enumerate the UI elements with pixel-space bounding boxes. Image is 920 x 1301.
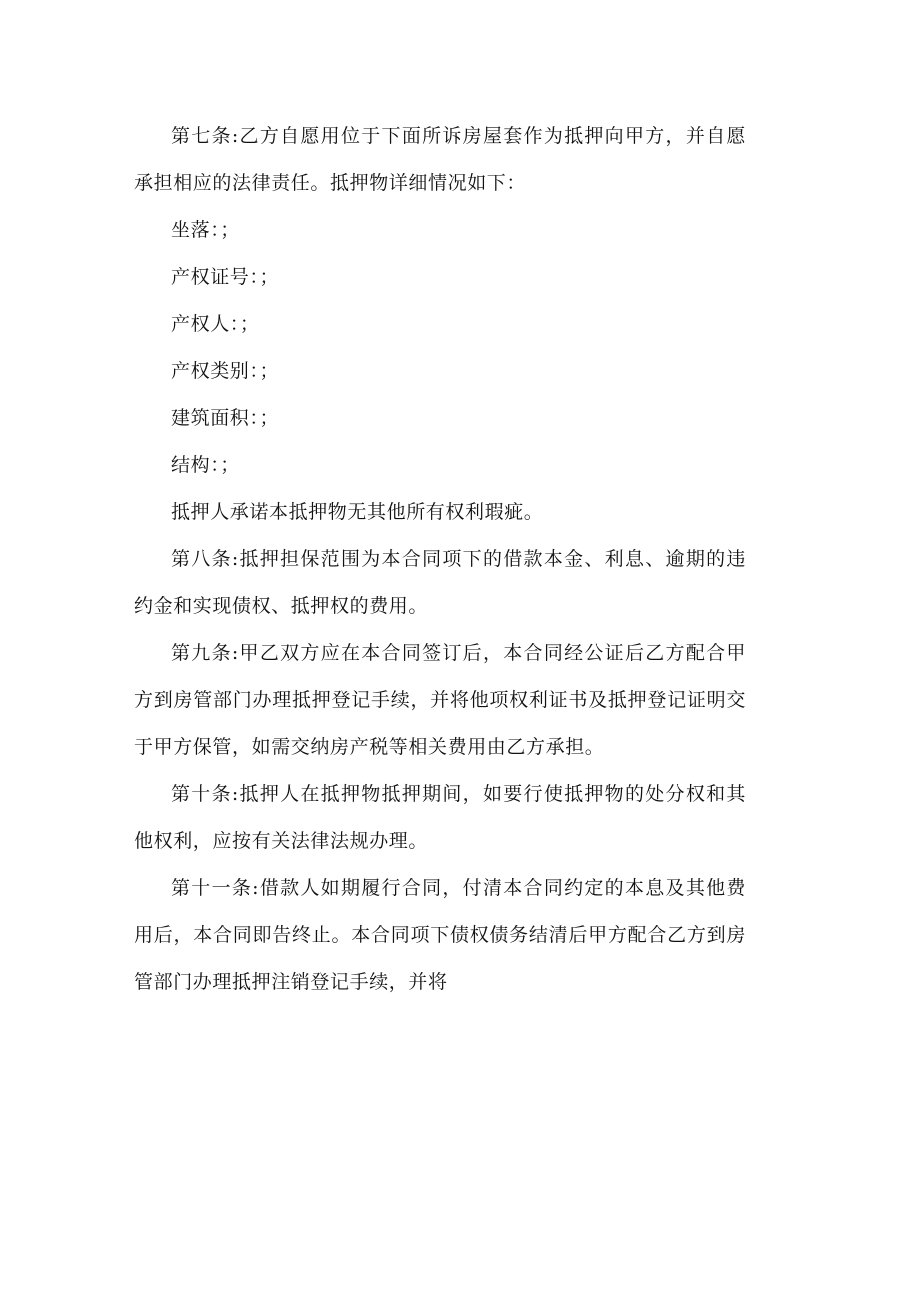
field-building-area: 建筑面积：； (171, 407, 280, 429)
article-7: 第七条:乙方自愿用位于下面所诉房屋套作为抵押向甲方，并自愿承担相应的法律责任。抵押物详细情况如下： (134, 125, 746, 194)
field-property-type: 产权类别：； (171, 360, 280, 382)
article-11: 第十一条:借款人如期履行合同，付清本合同约定的本息及其他费用后，本合同即告终止。本合同项下债权债务结清后甲方配合乙方到房管部门办理抵押注销登记手续，并将 (134, 877, 746, 993)
field-location: 坐落：； (171, 219, 240, 241)
field-owner: 产权人：； (171, 313, 260, 335)
field-certificate-number: 产权证号：； (171, 266, 280, 288)
field-structure: 结构：； (171, 454, 240, 476)
contract-body (134, 113, 746, 1006)
article-8: 第八条:抵押担保范围为本合同项下的借款本金、利息、逾期的违约金和实现债权、抵押权的费用。 (134, 548, 746, 617)
article-9: 第九条:甲乙双方应在本合同签订后，本合同经公证后乙方配合甲方到房管部门办理抵押登记手续，并将他项权利证书及抵押登记证明交于甲方保管，如需交纳房产税等相关费用由乙方承担。 (134, 642, 746, 758)
article-10: 第十条:抵押人在抵押物抵押期间，如要行使抵押物的处分权和其他权利，应按有关法律法规办理。 (134, 783, 746, 852)
mortgagor-promise: 抵押人承诺本抵押物无其他所有权利瑕疵。 (171, 501, 544, 523)
